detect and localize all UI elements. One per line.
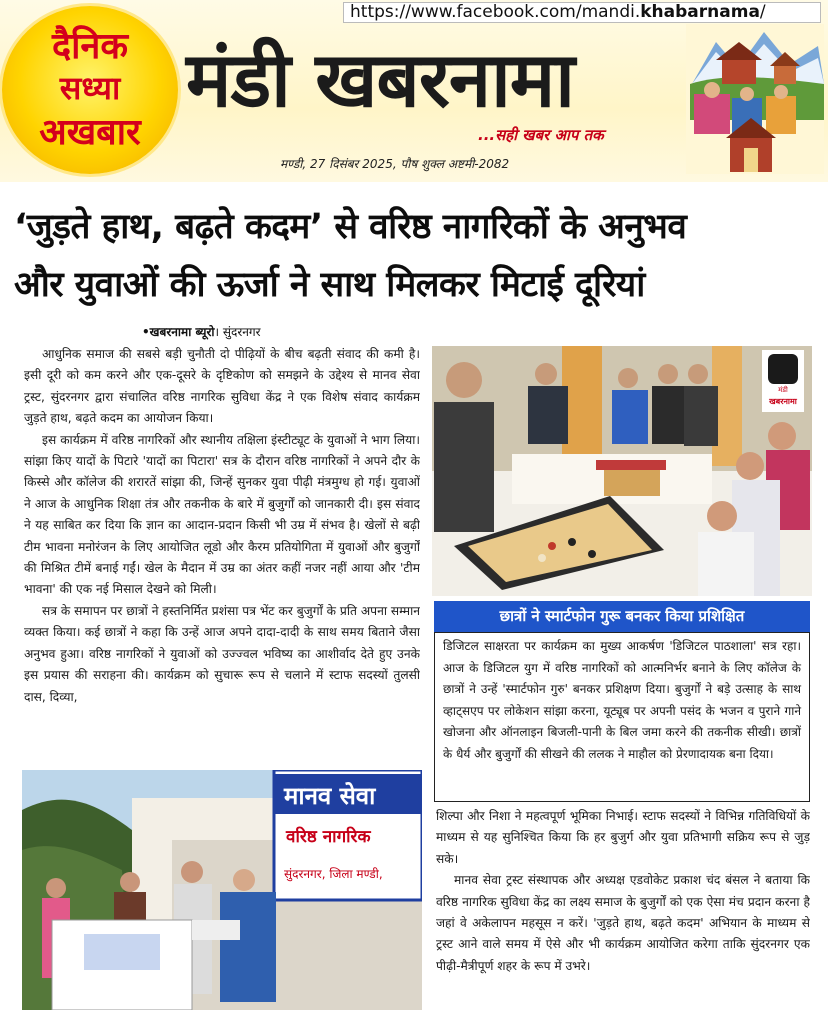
article-paragraph: आधुनिक समाज की सबसे बड़ी चुनौती दो पीढ़ियों के बीच बढ़ती संवाद की कमी है। इसी दूरी को कम करने और एक-दूसरे के दृष्टिकोण को समझने के उद्देश्य से मानव सेवा ट्रस्ट, सुंदरनगर द्वारा संचालित वरिष्ठ नागरिक सुविधा केंद्र ने एक विशेष संवाद कार्यक्रम जुड़ते हाथ, बढ़ते कदम का आयोजन किया। — [24, 347, 420, 426]
badge-line-3: अखबार — [39, 112, 141, 153]
facebook-url-suffix: / — [759, 2, 766, 22]
masthead — [0, 0, 828, 182]
dateline: मण्डी, 27 दिसंबर 2025, पौष शुक्ल अष्टमी-2082 — [280, 157, 510, 171]
byline-place: । सुंदरनगर — [214, 325, 261, 339]
article-headline — [14, 198, 818, 314]
carrom-game-image — [432, 346, 812, 596]
article-paragraph: शिल्पा और निशा ने महत्वपूर्ण भूमिका निभाई। स्टाफ सदस्यों ने विभिन्न गतिविधियों के माध्यम से यह सुनिश्चित किया कि हर बुजुर्ग और युवा प्रतिभागी सक्रिय रूप से जुड़ सके। — [436, 809, 810, 866]
sign-line-3: सुंदरनगर, जिला मण्डी, — [284, 867, 383, 881]
watermark-line-1: मंडी — [778, 386, 788, 394]
box-story-body: डिजिटल साक्षरता पर कार्यक्रम का मुख्य आकर्षण 'डिजिटल पाठशाला' सत्र रहा। आज के डिजिटल युग में वरिष्ठ नागरिकों को आत्मनिर्भर बनाने के लिए कॉलेज के छात्रों ने उन्हें 'स्मार्टफोन गुरु' बनकर प्रशिक्षण दिया। बुजुर्गों ने बड़े उत्साह के साथ व्हाट्सएप पर लोकेशन सांझा करना, यूट्यूब पर अपनी पसंद के भजन व पुराने गाने खोजना और ऑनलाइन बिजली-पानी के बिल जमा करने की तकनीक सीखी। छात्रों के धैर्य और बुजुर्गों की सीखने की ललक ने माहौल को प्रेरणादायक बना दिया। — [434, 632, 810, 802]
photo-event-banner — [22, 770, 422, 1010]
article-left-column — [24, 344, 420, 764]
watermark-line-2: खबरनामा — [769, 397, 797, 406]
article-paragraph: मानव सेवा ट्रस्ट संस्थापक और अध्यक्ष एडवोकेट प्रकाश चंद बंसल ने बताया कि वरिष्ठ नागरिक सुविधा केंद्र का लक्ष्य समाज के बुजुर्गों को एक ऐसा मंच प्रदान करना है जहां वे अकेलापन महसूस न करें। 'जुड़ते हाथ, बढ़ते कदम' अभियान के माध्यम से ट्रस्ट आने वाले समय में ऐसे और भी कार्यक्रम आयोजित करेगा ताकि सुंदरनगर एक पीढ़ी-मैत्रीपूर्ण शहर के रूप में उभरे। — [436, 873, 810, 973]
event-banner-image — [22, 770, 422, 1010]
box-story-title: छात्रों ने स्मार्टफोन गुरू बनकर किया प्रशिक्षित — [434, 601, 810, 632]
newspaper-tagline: ...सही खबर आप तक — [478, 126, 604, 144]
photo-carrom-game — [432, 346, 812, 596]
facebook-url-prefix: https://www.facebook.com/mandi. — [350, 2, 641, 22]
badge-line-1: दैनिक — [51, 26, 129, 67]
headline-line-2: और युवाओं की ऊर्जा ने साथ मिलकर मिटाई दूरियां — [14, 265, 645, 305]
byline-source: •खबरनामा ब्यूरो — [142, 325, 215, 339]
masthead-collage-image — [686, 24, 824, 174]
article-paragraph: सत्र के समापन पर छात्रों ने हस्तनिर्मित प्रशंसा पत्र भेंट कर बुजुर्गों के प्रति अपना सम्मान व्यक्त किया। कई छात्रों ने कहा कि उन्हें आज अपने दादा-दादी के साथ समय बिताने जैसा अनुभव हुआ। वरिष्ठ नागरिकों ने युवाओं को उज्ज्वल भविष्य का आशीर्वाद देते हुए उनके इस प्रयास की सराहना की। कार्यक्रम को सुचारू रूप से चलाने में स्टाफ सदस्यों तुलसी दास, दिव्या, — [24, 603, 420, 704]
sign-line-2: वरिष्ठ नागरिक — [286, 827, 371, 847]
badge-line-2: सध्या — [59, 69, 121, 107]
newspaper-badge — [2, 6, 178, 174]
newspaper-title: मंडी खबरनामा — [186, 35, 574, 124]
article-paragraph: इस कार्यक्रम में वरिष्ठ नागरिकों और स्थानीय तक्षिला इंस्टीट्यूट के युवाओं ने भाग लिया। सांझा किए यादों के पिटारे 'यादों का पिटारा' सत्र के दौरान वरिष्ठ नागरिकों ने अपने दौर के किस्से और कॉलेज की शरारतें सांझा की, जिन्हें सुनकर युवा पीढ़ी मंत्रमुग्ध हो गई। युवाओं ने आज के आधुनिक शिक्षा तंत्र और तकनीक के बारे में बुजुर्गों को जानकारी दी। इस संवाद ने यह साबित कर दिया कि ज्ञान का आदान-प्रदान किसी भी उम्र में संभव है। खेलों से बढ़ी टीम भावना मनोरंजन के लिए आयोजित लूडो और कैरम प्रतियोगिता में युवाओं और बुजुर्गों की मिश्रित टीमें बनाई गईं। खेल के मैदान में उम्र का अंतर कहीं नजर नहीं आया और 'टीम भावना' की एक नई मिसाल देखने को मिली। — [24, 432, 420, 597]
sign-line-1: मानव सेवा — [284, 782, 376, 810]
byline — [142, 323, 402, 340]
headline-line-1: ‘जुड़ते हाथ, बढ़ते कदम’ से वरिष्ठ नागरिकों के अनुभव — [14, 207, 687, 247]
facebook-url[interactable] — [343, 2, 821, 23]
article-right-column — [436, 806, 810, 1018]
facebook-url-bold: khabarnama — [640, 2, 760, 22]
